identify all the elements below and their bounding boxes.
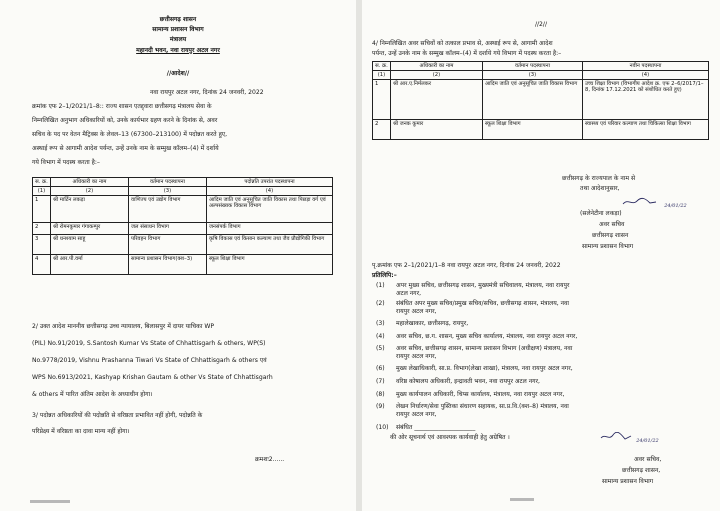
order-page-2 [362, 0, 720, 511]
list-text: मुख्य कार्यपालन अधिकारी, चिप्स कार्यालय, मंत्रालय, नवा रायपुर अटल नगर, [396, 391, 565, 398]
col-header: वर्तमान पदस्थापना [483, 62, 583, 71]
col-header: स. क्र. [373, 62, 391, 71]
promotion-table [32, 177, 333, 275]
sign-line: सामान्य प्रशासन विभाग [602, 478, 654, 485]
footer-mark [30, 500, 70, 503]
col-header: अधिकारी का नाम [391, 62, 483, 71]
col-header: नवीन पदस्थापना [583, 62, 709, 71]
signature-date: 24/01/22 [664, 203, 687, 209]
list-text: वरिष्ठ कोषालय अधिकारी, इन्द्रावती भवन, नवा रायपुर अटल नगर, [396, 378, 540, 385]
new-post-cell: जनसंपर्क विभाग [207, 223, 333, 235]
list-text: संबंधित अपर मुख्य सचिव/प्रमुख सचिव/सचिव, छत्तीसगढ़ शासन, मंत्रालय, नवा [396, 300, 569, 307]
col-header: स. क्र. [33, 178, 51, 187]
serial-cell: 1 [33, 196, 51, 223]
col-header: अधिकारी का नाम [51, 178, 129, 187]
order-page-1 [0, 0, 356, 511]
para-line: परिप्रेक्ष्य में वरिष्ठता का दावा मान्य नहीं होगा। [32, 428, 130, 435]
header-secretariat: मंत्रालय [169, 36, 187, 43]
para-line: & others में पारित अंतिम आदेश के अध्याधीन होगा। [32, 391, 153, 398]
signature-date: 24/01/22 [636, 438, 659, 444]
copy-heading: प्रतिलिपि:– [372, 272, 397, 279]
table-number-row [33, 187, 333, 196]
sign-line: तथा आदेशानुसार, [580, 185, 620, 192]
sign-line: छत्तीसगढ़ शासन [592, 232, 629, 239]
new-post-cell: स्कूल शिक्षा विभाग [207, 255, 333, 275]
sign-line: सामान्य प्रशासन विभाग [582, 243, 634, 250]
new-post-cell: स्वास्थ्य एवं परिवार कल्याण तथा चिकित्सा शिक्षा विभाग [583, 120, 709, 140]
signature-1 [622, 197, 687, 209]
col-number: (1) [33, 187, 51, 196]
table-header-row [373, 62, 709, 71]
list-text-cont: रायपुर अटल नगर, [396, 353, 437, 360]
list-text-cont: रायपुर अटल नगर, [396, 411, 437, 418]
signature-scribble-icon [600, 432, 634, 442]
list-number: (10) [376, 424, 389, 431]
para-line: पर्यन्त, उन्हें उनके नाम के सम्मुख कॉलम–(4) में दर्शाये गये विभाग में पदस्थ करता है:– [372, 50, 562, 57]
table-row [33, 255, 333, 275]
new-post-cell: उच्च शिक्षा विभाग (विभागीय आदेश क्र. एफ 2–6/2017/1–8, दिनांक 17.12.2021 को संशोधित करते हुए) [583, 80, 709, 120]
header-address: महानदी भवन, नवा रायपुर अटल नगर [136, 47, 220, 54]
continued-marker: क्रमशः2...... [255, 456, 285, 463]
list-text: अवर सचिव, छ.ग. शासन, मुख्य सचिव कार्यालय, मंत्रालय, नवा रायपुर अटल नगर, [396, 333, 578, 340]
signature-scribble-icon [622, 197, 662, 207]
table-row [373, 80, 709, 120]
list-number: (6) [376, 365, 385, 372]
list-number: (9) [376, 403, 385, 410]
header-department: सामान्य प्रशासन विभाग [152, 26, 204, 33]
list-text: अपर मुख्य सचिव, छत्तीसगढ़ शासन, मुख्यमंत्री सचिवालय, मंत्रालय, नवा रायपुर [396, 282, 570, 289]
list-text: लेखन निर्धारण/सेवा पुस्तिका संधारण सहायक, सा.प्र.वि.(क्श–8) मंत्रालय, नवा [396, 403, 569, 410]
name-cell: श्री आर.पी.वर्मा [51, 255, 129, 275]
table-row [33, 235, 333, 255]
col-number: (3) [129, 187, 207, 196]
table-header-row [33, 178, 333, 187]
col-header: वर्तमान पदस्थापना [129, 178, 207, 187]
list-number: (4) [376, 333, 385, 340]
name-cell: श्री धनश्याम साहू [51, 235, 129, 255]
copy-closing: की ओर सूचनार्थ एवं आवश्यक कार्यवाही हेतु अग्रेषित । [390, 434, 510, 441]
list-text: संबंधित ____________________ [396, 424, 476, 431]
para-line: WPS No.6913/2021, Kashyap Krishan Gautam & other Vs State of Chhattisgarh [32, 374, 273, 381]
col-number: (1) [373, 71, 391, 80]
list-number: (1) [376, 282, 385, 289]
col-number: (4) [207, 187, 333, 196]
name-cell: श्री मार्टिन लकड़ा [51, 196, 129, 223]
para-line: क्रमांक एफ 2–1/2021/1–8:: राज्य शासन एतद्द्वारा छत्तीसगढ़ मंत्रालय सेवा के [32, 103, 212, 110]
list-number: (7) [376, 378, 385, 385]
table-row [373, 120, 709, 140]
para-line: गये विभाग में पदस्थ करता है:– [32, 159, 100, 166]
col-header: पदोन्नति उपरांत पदस्थापना [207, 178, 333, 187]
para-line: No.9778/2019, Vishnu Prashanna Tiwari Vs State of Chhattisgarh & others एवं [32, 357, 267, 364]
table-row [33, 196, 333, 223]
place-date: नवा रायपुर अटल नगर, दिनांक 24 जनवरी, 2022 [150, 89, 264, 96]
endorsement-line: पृ.क्रमांक एफ 2–1/2021/1–8 नवा रायपुर अटल नगर, दिनांक 24 जनवरी, 2022 [372, 262, 561, 269]
new-post-cell: आदिम जाति एवं अनुसूचित जाति विकास तथा पिछड़ा वर्ग एवं अल्पसंख्यक विकास विभाग [207, 196, 333, 223]
serial-cell: 2 [33, 223, 51, 235]
page-number: //2// [534, 21, 548, 28]
para-line: 4/ निम्नलिखित अवर सचिवों को तत्काल प्रभाव से, अस्थाई रूप से, आगामी आदेश [372, 40, 553, 47]
current-post-cell: सामान्य प्रशासन विभाग(क्श–3) [129, 255, 207, 275]
header-govt: छत्तीसगढ़ शासन [159, 16, 197, 23]
list-number: (5) [376, 345, 385, 352]
para-line: 3/ पदोन्नत अधिकारियों की पदोन्नति से वरिष्ठता प्रभावित नहीं होगी, पदोन्नति के [32, 412, 203, 419]
footer-mark [510, 498, 534, 501]
current-post-cell: वाणिज्य एवं उद्योग विभाग [129, 196, 207, 223]
new-post-cell: कृषि विकास एवं किसान कल्याण तथा जैव प्रौद्योगिकी विभाग [207, 235, 333, 255]
sign-line: अवर सचिव [599, 221, 625, 228]
para-line: सचिव के पद पर वेतन मैट्रिक्स के लेवल–13 (67300–213100) में पदोन्नत करते हुए, [32, 131, 228, 138]
list-number: (8) [376, 391, 385, 398]
para-line: (PIL) No.91/2019, S.Santosh Kumar Vs State of Chhattisgarh & others, WP(S) [32, 340, 266, 347]
sign-line: छत्तीसगढ़ शासन, [622, 467, 661, 474]
col-number: (3) [483, 71, 583, 80]
list-text-cont: अटल नगर, [396, 290, 422, 297]
current-post-cell: आदिम जाति एवं अनुसूचित जाति विकास विभाग [483, 80, 583, 120]
list-text: महालेखाकार, छत्तीसगढ़, रायपुर, [396, 320, 469, 327]
col-number: (4) [583, 71, 709, 80]
current-post-cell: परिवहन विभाग [129, 235, 207, 255]
name-cell: श्री रोमनकुमार गंगाकम्पुर [51, 223, 129, 235]
serial-cell: 3 [33, 235, 51, 255]
name-cell: श्री आर.ए.निर्मलकर [391, 80, 483, 120]
sign-line: (सलेनेटीना लकड़ा) [580, 210, 622, 217]
signature-2 [600, 432, 659, 444]
name-cell: श्री जनक कुमार [391, 120, 483, 140]
current-post-cell: स्कूल शिक्षा विभाग [483, 120, 583, 140]
list-number: (2) [376, 300, 385, 307]
serial-cell: 4 [33, 255, 51, 275]
list-text: अवर सचिव, छत्तीसगढ़ शासन, सामान्य प्रशासन विभाग (अधीक्षण) मंत्रालय, नवा [396, 345, 573, 352]
col-number: (2) [51, 187, 129, 196]
sign-line: छत्तीसगढ़ के राज्यपाल के नाम से [562, 175, 636, 182]
list-number: (3) [376, 320, 385, 327]
para-line: अस्थाई रूप से आगामी आदेश पर्यन्त, उन्हें उनके नाम के सम्मुख कॉलम–(4) में दर्शाये [32, 145, 219, 152]
list-text-cont: रायपुर अटल नगर, [396, 308, 437, 315]
para-line: निम्नलिखित अनुभाग अधिकारियों को, उनके कार्यभार ग्रहण करने के दिनांक से, अवर [32, 117, 218, 124]
serial-cell: 1 [373, 80, 391, 120]
table-row [33, 223, 333, 235]
current-post-cell: जल संसाधन विभाग [129, 223, 207, 235]
list-text: मुख्य लेखाधिकारी, सा.प्र. विभाग(लेखा शाखा), मंत्रालय, नवा रायपुर अटल नगर, [396, 365, 573, 372]
order-heading: //आदेश// [166, 70, 190, 77]
para-line: 2/ उक्त आदेश माननीय छत्तीसगढ़ उच्च न्यायालय, बिलासपुर में दायर याचिका WP [32, 323, 215, 330]
posting-table [372, 61, 709, 140]
serial-cell: 2 [373, 120, 391, 140]
table-number-row [373, 71, 709, 80]
sign-line: अवर सचिव, [634, 456, 662, 463]
col-number: (2) [391, 71, 483, 80]
